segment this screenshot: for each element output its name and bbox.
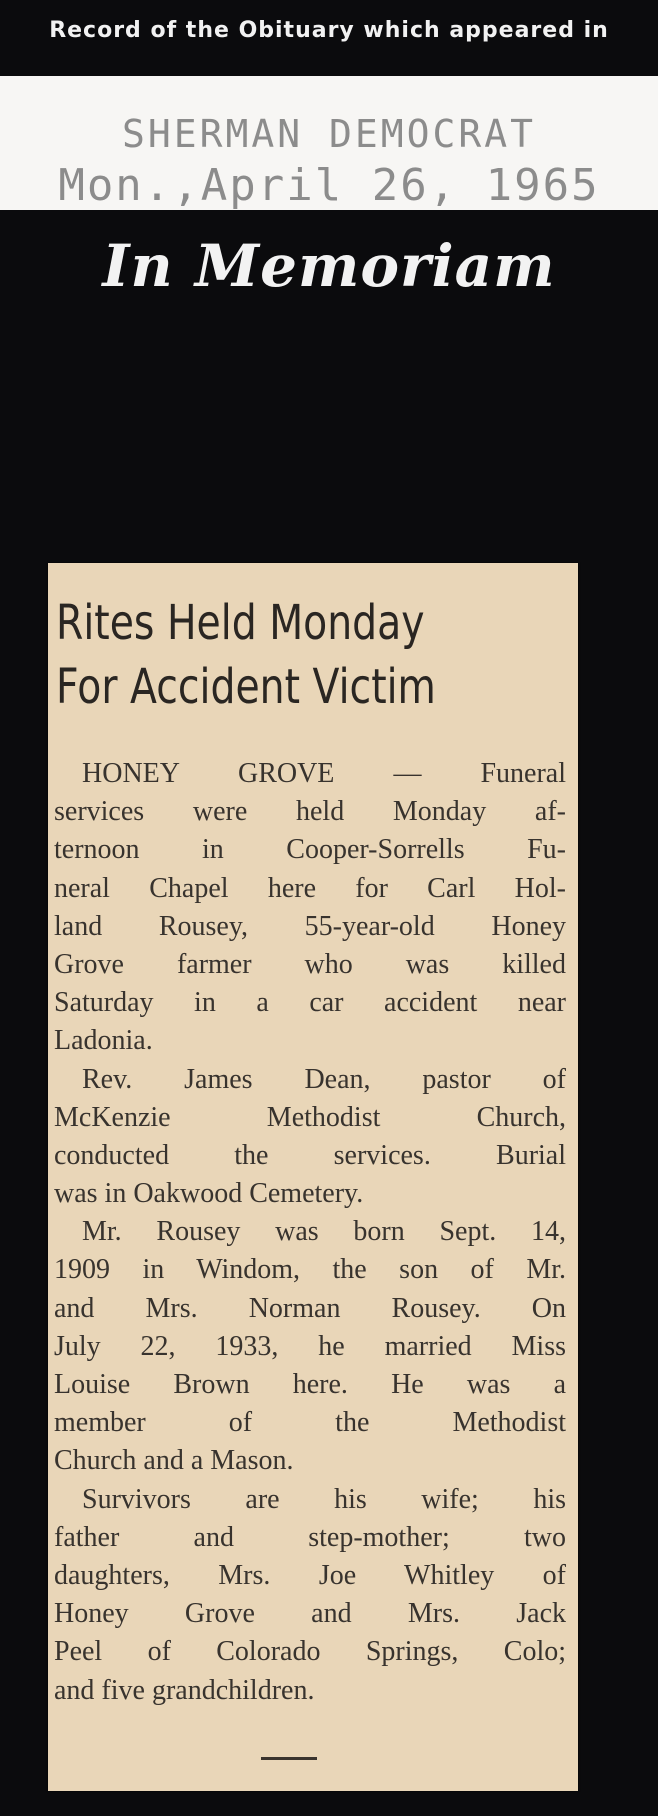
text-line: McKenzie Methodist Church, — [54, 1101, 566, 1133]
clipping-headline — [56, 591, 478, 719]
text-line: father and step-mother; two — [54, 1521, 566, 1553]
newspaper-clipping — [48, 563, 578, 1791]
text-line: Grove farmer who was killed — [54, 948, 566, 980]
end-rule — [261, 1757, 317, 1760]
newspaper-name-stamp: SHERMAN DEMOCRAT — [121, 112, 537, 156]
text-line: land Rousey, 55-year-old Honey — [54, 910, 566, 942]
text-line: Ladonia. — [54, 1025, 153, 1057]
text-line: was in Oakwood Cemetery. — [54, 1178, 364, 1210]
text-line: Honey Grove and Mrs. Jack — [54, 1598, 566, 1630]
text-line: services were held Monday af- — [54, 796, 566, 828]
text-line: July 22, 1933, he married Miss — [54, 1330, 566, 1362]
headline-line-1: Rites Held Monday — [56, 595, 425, 651]
record-header: Record of the Obituary which appeared in — [49, 18, 609, 43]
text-line: and five grandchildren. — [54, 1674, 315, 1706]
text-line: Church and a Mason. — [54, 1445, 294, 1477]
text-line: ternoon in Cooper-Sorrells Fu- — [54, 834, 566, 866]
in-memoriam-title: In Memoriam — [102, 232, 556, 300]
text-line: Peel of Colorado Springs, Colo; — [54, 1636, 566, 1668]
text-line: Mr. Rousey was born Sept. 14, — [82, 1216, 566, 1248]
text-line: Saturday in a car accident near — [54, 987, 566, 1019]
text-line: Survivors are his wife; his — [82, 1483, 566, 1515]
publication-date-stamp: Mon.,April 26, 1965 — [58, 160, 600, 211]
text-line: conducted the services. Burial — [54, 1139, 566, 1171]
text-line: neral Chapel here for Carl Hol- — [54, 872, 566, 904]
text-line: daughters, Mrs. Joe Whitley of — [54, 1559, 566, 1591]
text-line: HONEY GROVE — Funeral — [82, 758, 566, 789]
text-line: 1909 in Windom, the son of Mr. — [54, 1254, 566, 1286]
text-line: Louise Brown here. He was a — [54, 1369, 566, 1400]
text-line: member of the Methodist — [54, 1407, 566, 1439]
text-line: and Mrs. Norman Rousey. On — [54, 1292, 566, 1324]
obituary-body — [54, 755, 566, 1710]
headline-line-2: For Accident Victim — [56, 659, 436, 715]
text-line: Rev. James Dean, pastor of — [82, 1063, 566, 1095]
